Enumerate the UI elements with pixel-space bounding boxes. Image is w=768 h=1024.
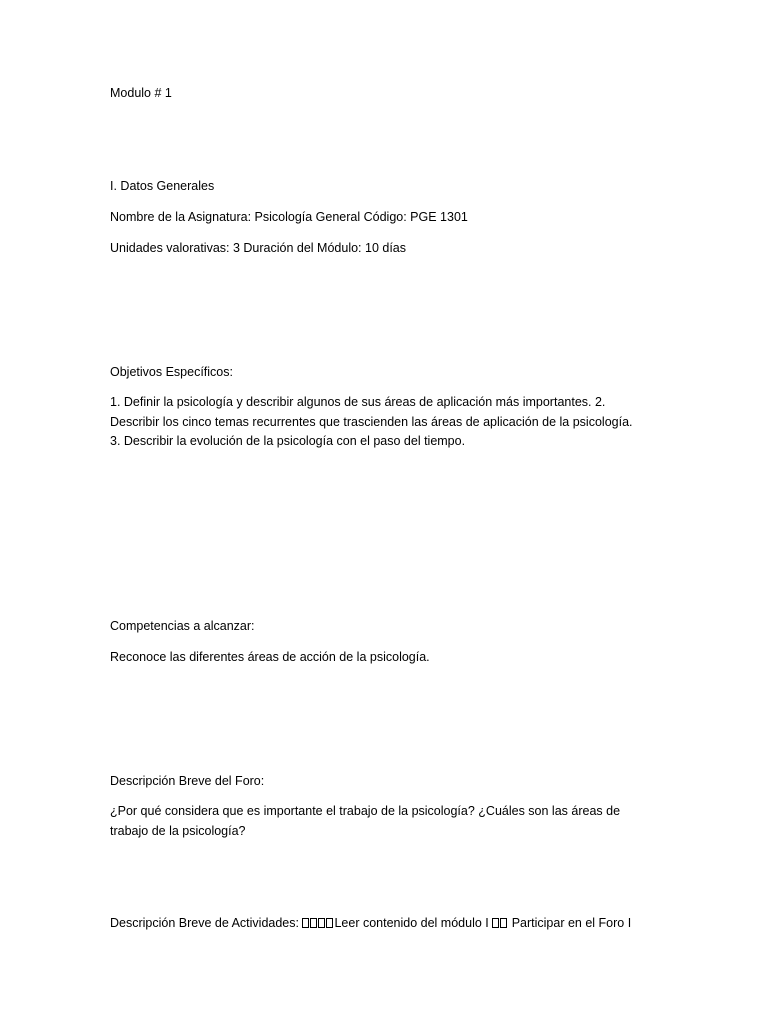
missing-glyph-icon — [302, 918, 309, 928]
foro-paragraph — [110, 802, 655, 841]
objetivos-heading: Objetivos Específicos: — [110, 365, 233, 379]
actividades-item-1: Leer contenido del módulo I — [334, 916, 493, 930]
actividades-label: Descripción Breve de Actividades: — [110, 916, 303, 930]
missing-glyph-icon — [310, 918, 317, 928]
actividades-line — [110, 914, 631, 934]
objetivos-line-1: 1. Definir la psicología y describir algunos de sus áreas de aplicación más importantes. 2. — [110, 395, 606, 409]
unidades-line: Unidades valorativas: 3 Duración del Módulo: 10 días — [110, 241, 407, 255]
foro-line-1: ¿Por qué considera que es importante el trabajo de la psicología? ¿Cuáles son las áreas de — [110, 804, 621, 818]
missing-glyph-icon — [492, 918, 499, 928]
foro-line-2: trabajo de la psicología? — [110, 823, 246, 838]
asignatura-line: Nombre de la Asignatura: Psicología General Código: PGE 1301 — [110, 210, 468, 224]
objetivos-paragraph — [110, 393, 655, 452]
competencias-text: Reconoce las diferentes áreas de acción de la psicología. — [110, 650, 430, 664]
competencias-heading: Competencias a alcanzar: — [110, 619, 255, 633]
module-title: Modulo # 1 — [110, 86, 172, 100]
foro-heading: Descripción Breve del Foro: — [110, 774, 265, 788]
missing-glyph-icon — [326, 918, 333, 928]
objetivos-line-3: 3. Describir la evolución de la psicología con el paso del tiempo. — [110, 434, 466, 448]
objetivos-line-2: Describir los cinco temas recurrentes que trascienden las áreas de aplicación de la psicología. — [110, 414, 633, 429]
missing-glyph-icon — [318, 918, 325, 928]
datos-generales-heading: I. Datos Generales — [110, 179, 215, 193]
actividades-item-2: Participar en el Foro I — [508, 916, 632, 930]
missing-glyph-icon — [500, 918, 507, 928]
